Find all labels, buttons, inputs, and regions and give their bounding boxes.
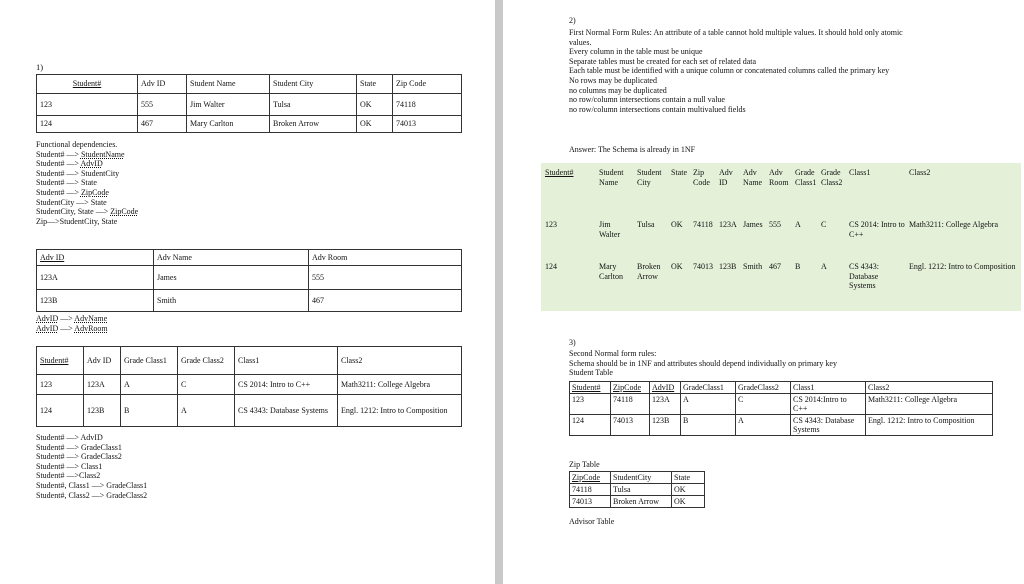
cell: 74013 — [691, 260, 717, 293]
header-student-num: Student# — [570, 382, 611, 394]
functional-dependencies-2 — [36, 314, 108, 333]
header-class2: Class2 — [866, 382, 993, 394]
cell: Smith — [154, 290, 309, 312]
header-grade-class1: Grade Class1 — [121, 347, 178, 375]
header-student-num: Student# — [37, 347, 84, 375]
cell: 123A — [84, 375, 121, 395]
cell: Math3211: College Algebra — [866, 394, 993, 415]
cell: 555 — [767, 218, 793, 260]
cell: CS 4343: Database Systems — [235, 395, 338, 427]
header-state: State — [669, 166, 691, 218]
fd-line: AdvID —> AdvName — [36, 314, 108, 323]
header-student-city: Student City — [270, 75, 357, 94]
cell: CS 4343: Database Systems — [847, 260, 907, 293]
functional-dependencies-1 — [36, 140, 138, 226]
cell: A — [121, 375, 178, 395]
section-label-1: 1) — [36, 62, 44, 72]
combined-1nf-table — [543, 166, 1019, 293]
cell: Broken Arrow — [611, 496, 672, 508]
cell: A — [736, 415, 791, 436]
header-grade-class2: Grade Class2 — [819, 166, 847, 218]
cell: C — [178, 375, 235, 395]
left-page — [0, 0, 495, 584]
table-header-row — [570, 382, 993, 394]
table-row — [570, 394, 993, 415]
cell: CS 2014:Intro to C++ — [791, 394, 866, 415]
cell: OK — [357, 116, 393, 133]
header-zip: Zip Code — [393, 75, 462, 94]
section-label-3: 3) — [569, 338, 576, 347]
header-student-num: Student# — [37, 75, 138, 94]
cell: C — [819, 218, 847, 260]
table-row — [37, 375, 462, 395]
table-row — [570, 415, 993, 436]
cell: Math3211: College Algebra — [338, 375, 462, 395]
grades-table-1 — [36, 346, 462, 427]
fd-line: Student# —> AdvID — [36, 433, 103, 442]
cell: OK — [672, 484, 705, 496]
fd-line: Student# —>Class2 — [36, 471, 101, 481]
student-table-title: Student Table — [569, 368, 613, 378]
cell: 74013 — [393, 116, 462, 133]
cell: B — [681, 415, 736, 436]
header-zipcode: ZipCode — [570, 472, 611, 484]
cell: Tulsa — [611, 484, 672, 496]
rule-line: no row/column intersections contain multivalued fields — [569, 104, 746, 114]
cell: 123B — [37, 290, 154, 312]
header-adv-room: Adv Room — [767, 166, 793, 218]
header-class1: Class1 — [235, 347, 338, 375]
cell: 123B — [717, 260, 741, 293]
table-header-row — [37, 75, 462, 94]
fd-line: Student# —> GradeClass1 — [36, 442, 122, 452]
rule-line: First Normal Form Rules: An attribute of a table cannot hold multiple values. It should hold only atomic — [569, 28, 903, 37]
fd-line: StudentCity, State —> ZipCode — [36, 207, 139, 217]
table-row — [543, 260, 1019, 293]
header-adv-id: Adv ID — [717, 166, 741, 218]
cell: 74118 — [393, 94, 462, 116]
rule-line: Every column in the table must be unique — [569, 47, 703, 57]
header-student-name: Student Name — [187, 75, 270, 94]
cell: 123B — [650, 415, 681, 436]
cell: Engl. 1212: Intro to Composition — [866, 415, 993, 436]
header-class1: Class1 — [791, 382, 866, 394]
header-adv-name: Adv Name — [154, 250, 309, 266]
cell: C — [736, 394, 791, 415]
cell: Mary Carlton — [597, 260, 635, 293]
table-row — [570, 496, 705, 508]
cell: CS 4343: Database Systems — [791, 415, 866, 436]
cell: Smith — [741, 260, 767, 293]
header-student-city: Student City — [635, 166, 669, 218]
cell: 123 — [570, 394, 611, 415]
table-header-row — [37, 250, 462, 266]
zip-table — [569, 471, 705, 508]
fd-line: Student# —> ZipCode — [36, 187, 109, 197]
rule-line: values. — [569, 37, 592, 47]
table-row — [570, 484, 705, 496]
functional-dependencies-3 — [36, 433, 147, 500]
cell: 124 — [37, 395, 84, 427]
cell: 123B — [84, 395, 121, 427]
cell: Jim Walter — [597, 218, 635, 260]
cell: Mary Carlton — [187, 116, 270, 133]
header-class1: Class1 — [847, 166, 907, 218]
cell: 123 — [37, 375, 84, 395]
student-table-2nf — [569, 381, 993, 436]
cell: 123A — [650, 394, 681, 415]
cell: Engl. 1212: Intro to Composition — [907, 260, 1019, 293]
header-student-num: Student# — [543, 166, 597, 218]
cell: 124 — [570, 415, 611, 436]
rule-line: Schema should be in 1NF and attributes should depend individually on primary key — [569, 358, 837, 368]
zip-table-title: Zip Table — [569, 460, 600, 469]
cell: A — [178, 395, 235, 427]
header-adv-id: Adv ID — [37, 250, 154, 266]
cell: OK — [669, 260, 691, 293]
cell: OK — [669, 218, 691, 260]
cell: 555 — [138, 94, 187, 116]
table-row — [37, 94, 462, 116]
cell: James — [154, 266, 309, 290]
cell: Engl. 1212: Intro to Composition — [338, 395, 462, 427]
header-zipcode: ZipCode — [611, 382, 650, 394]
table-row — [37, 395, 462, 427]
cell: Tulsa — [635, 218, 669, 260]
cell: Broken Arrow — [270, 116, 357, 133]
section-label-2: 2) — [569, 16, 576, 25]
fd-line: Student# —> AdvID — [36, 159, 103, 169]
header-adv-room: Adv Room — [309, 250, 462, 266]
cell: 74118 — [691, 218, 717, 260]
table-row — [543, 218, 1019, 260]
advisor-table-1 — [36, 249, 462, 312]
rules-1nf — [569, 28, 1009, 114]
table-row — [37, 266, 462, 290]
cell: B — [121, 395, 178, 427]
rule-line: no row/column intersections contain a null value — [569, 95, 725, 105]
header-grade-class2: Grade Class2 — [178, 347, 235, 375]
fd-line: Student#, Class2 —> GradeClass2 — [36, 490, 148, 500]
cell: 74118 — [570, 484, 611, 496]
rule-line: no columns may be duplicated — [569, 85, 667, 95]
cell: B — [793, 260, 819, 293]
cell: CS 2014: Intro to C++ — [847, 218, 907, 260]
cell: 124 — [37, 116, 138, 133]
header-advid: AdvID — [650, 382, 681, 394]
header-zip: Zip Code — [691, 166, 717, 218]
header-grade-class1: GradeClass1 — [681, 382, 736, 394]
student-table-1 — [36, 74, 462, 133]
fd-line: Student# —> StudentCity — [36, 168, 120, 178]
header-adv-id: Adv ID — [84, 347, 121, 375]
cell: 123 — [37, 94, 138, 116]
fd-line: Student# —> GradeClass2 — [36, 452, 122, 462]
fd-title: Functional dependencies. — [36, 140, 118, 149]
header-class2: Class2 — [907, 166, 1019, 218]
fd-line: AdvID —> AdvRoom — [36, 323, 108, 333]
cell: OK — [357, 94, 393, 116]
cell: 74013 — [570, 496, 611, 508]
cell: Math3211: College Algebra — [907, 218, 1019, 260]
rule-line: No rows may be duplicated — [569, 75, 657, 85]
rule-line: Each table must be identified with a unique column or concatenated columns called the primary key — [569, 66, 890, 76]
header-adv-name: Adv Name — [741, 166, 767, 218]
fd-line: StudentCity —> State — [36, 197, 107, 207]
rule-title: Second Normal form rules: — [569, 349, 657, 358]
table-header-row — [37, 347, 462, 375]
cell: CS 2014: Intro to C++ — [235, 375, 338, 395]
fd-line: Student# —> Class1 — [36, 461, 103, 471]
cell: 467 — [138, 116, 187, 133]
cell: 74013 — [611, 415, 650, 436]
cell: 555 — [309, 266, 462, 290]
header-adv-id: Adv ID — [138, 75, 187, 94]
header-state: State — [672, 472, 705, 484]
rule-line: Separate tables must be created for each set of related data — [569, 56, 757, 66]
table-header-row — [543, 166, 1019, 218]
advisor-table-title: Advisor Table — [569, 517, 615, 526]
fd-line: Zip—>StudentCity, State — [36, 216, 118, 226]
cell: A — [793, 218, 819, 260]
cell: 124 — [543, 260, 597, 293]
table-row — [37, 290, 462, 312]
cell: Broken Arrow — [635, 260, 669, 293]
cell: 123A — [37, 266, 154, 290]
header-state: State — [357, 75, 393, 94]
cell: 74118 — [611, 394, 650, 415]
cell: 123A — [717, 218, 741, 260]
cell: OK — [672, 496, 705, 508]
fd-line: Student# —> State — [36, 178, 97, 188]
header-student-city: StudentCity — [611, 472, 672, 484]
fd-line: Student# —> StudentName — [36, 149, 125, 159]
header-class2: Class2 — [338, 347, 462, 375]
table-row — [37, 116, 462, 133]
right-page — [503, 0, 1024, 584]
cell: A — [681, 394, 736, 415]
cell: 467 — [309, 290, 462, 312]
cell: 123 — [543, 218, 597, 260]
cell: Jim Walter — [187, 94, 270, 116]
header-grade-class2: GradeClass2 — [736, 382, 791, 394]
table-header-row — [570, 472, 705, 484]
cell: Tulsa — [270, 94, 357, 116]
cell: A — [819, 260, 847, 293]
answer-1nf: Answer: The Schema is already in 1NF — [569, 145, 696, 154]
rules-2nf — [569, 349, 1009, 378]
cell: 467 — [767, 260, 793, 293]
cell: James — [741, 218, 767, 260]
fd-line: Student#, Class1 —> GradeClass1 — [36, 480, 148, 490]
header-student-name: Student Name — [597, 166, 635, 218]
header-grade-class1: Grade Class1 — [793, 166, 819, 218]
